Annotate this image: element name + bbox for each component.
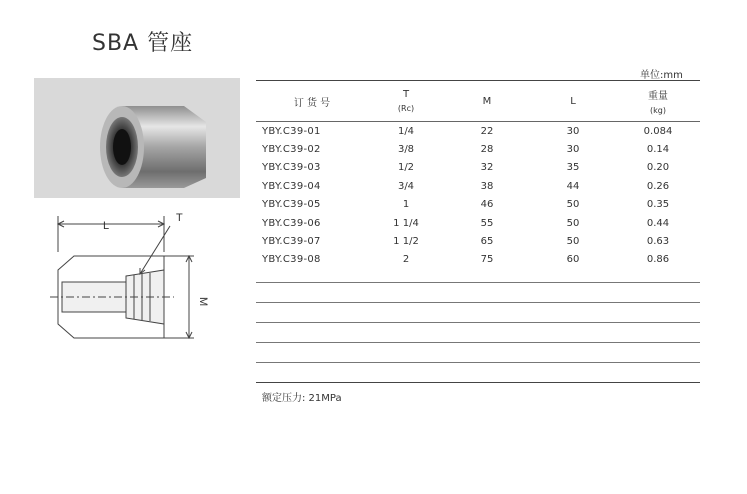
empty-row-line	[256, 282, 700, 283]
cell-m: 75	[480, 254, 494, 266]
cell-weight: 0.14	[646, 144, 670, 156]
cell-code: YBY.C39-08	[262, 254, 321, 266]
cell-weight: 0.084	[643, 125, 673, 137]
cell-code: YBY.C39-04	[262, 180, 321, 192]
table-row	[256, 196, 700, 214]
cell-code: YBY.C39-07	[262, 236, 321, 248]
cell-code: YBY.C39-03	[262, 162, 321, 174]
table-row	[256, 159, 700, 177]
cell-l: 50	[566, 199, 580, 211]
cell-m: 55	[480, 217, 494, 229]
product-photo	[34, 78, 240, 198]
table-row	[256, 122, 700, 141]
cell-t: 3/4	[397, 180, 415, 192]
empty-row-line	[256, 362, 700, 363]
unit-label: 单位:mm	[640, 70, 683, 81]
cell-l: 50	[566, 236, 580, 248]
cell-m: 38	[480, 180, 494, 192]
cell-code: YBY.C39-06	[262, 217, 321, 229]
technical-drawing	[44, 212, 244, 352]
cell-t: 1 1/2	[393, 236, 419, 248]
empty-row-line	[256, 342, 700, 343]
cell-code: YBY.C39-01	[262, 125, 321, 137]
section-drawing-icon	[44, 212, 244, 352]
page-title: SBA 管座	[92, 31, 194, 56]
dim-t-label: T	[176, 212, 183, 224]
cell-m: 65	[480, 236, 494, 248]
table-row	[256, 177, 700, 195]
table-row	[256, 214, 700, 232]
spec-table	[256, 80, 700, 269]
rated-pressure-note: 额定压力: 21MPa	[262, 393, 342, 404]
cell-m: 46	[480, 199, 494, 211]
cell-t: 3/8	[397, 144, 415, 156]
cell-t: 2	[402, 254, 410, 266]
cell-code: YBY.C39-02	[262, 144, 321, 156]
cell-m: 28	[480, 144, 494, 156]
table-row	[256, 140, 700, 158]
empty-row-line	[256, 322, 700, 323]
cell-t: 1	[402, 199, 410, 211]
table-bottom-line	[256, 382, 700, 383]
cell-t: 1/2	[397, 162, 415, 174]
header-l: L	[530, 81, 616, 122]
cell-weight: 0.86	[646, 254, 670, 266]
cell-l: 30	[566, 125, 580, 137]
header-t: T (Rc)	[368, 81, 444, 122]
cell-m: 32	[480, 162, 494, 174]
cell-code: YBY.C39-05	[262, 199, 321, 211]
cell-weight: 0.35	[646, 199, 670, 211]
cell-l: 30	[566, 144, 580, 156]
table-row	[256, 232, 700, 250]
cell-weight: 0.26	[646, 180, 670, 192]
dim-l-label: L	[102, 220, 110, 232]
empty-row-line	[256, 302, 700, 303]
table-header-row	[256, 81, 700, 122]
cell-weight: 0.44	[646, 217, 670, 229]
header-m: M	[444, 81, 530, 122]
cell-l: 44	[566, 180, 580, 192]
dim-m-label: M	[197, 297, 209, 307]
cell-l: 50	[566, 217, 580, 229]
header-code: 订 货 号	[256, 81, 368, 122]
table-row	[256, 251, 700, 269]
cell-l: 35	[566, 162, 580, 174]
cell-weight: 0.20	[646, 162, 670, 174]
cell-l: 60	[566, 254, 580, 266]
cell-m: 22	[480, 125, 494, 137]
coupling-photo-icon	[34, 78, 240, 198]
header-weight: 重量 (kg)	[616, 81, 700, 122]
cell-weight: 0.63	[646, 236, 670, 248]
cell-t: 1 1/4	[393, 217, 419, 229]
cell-t: 1/4	[397, 125, 415, 137]
